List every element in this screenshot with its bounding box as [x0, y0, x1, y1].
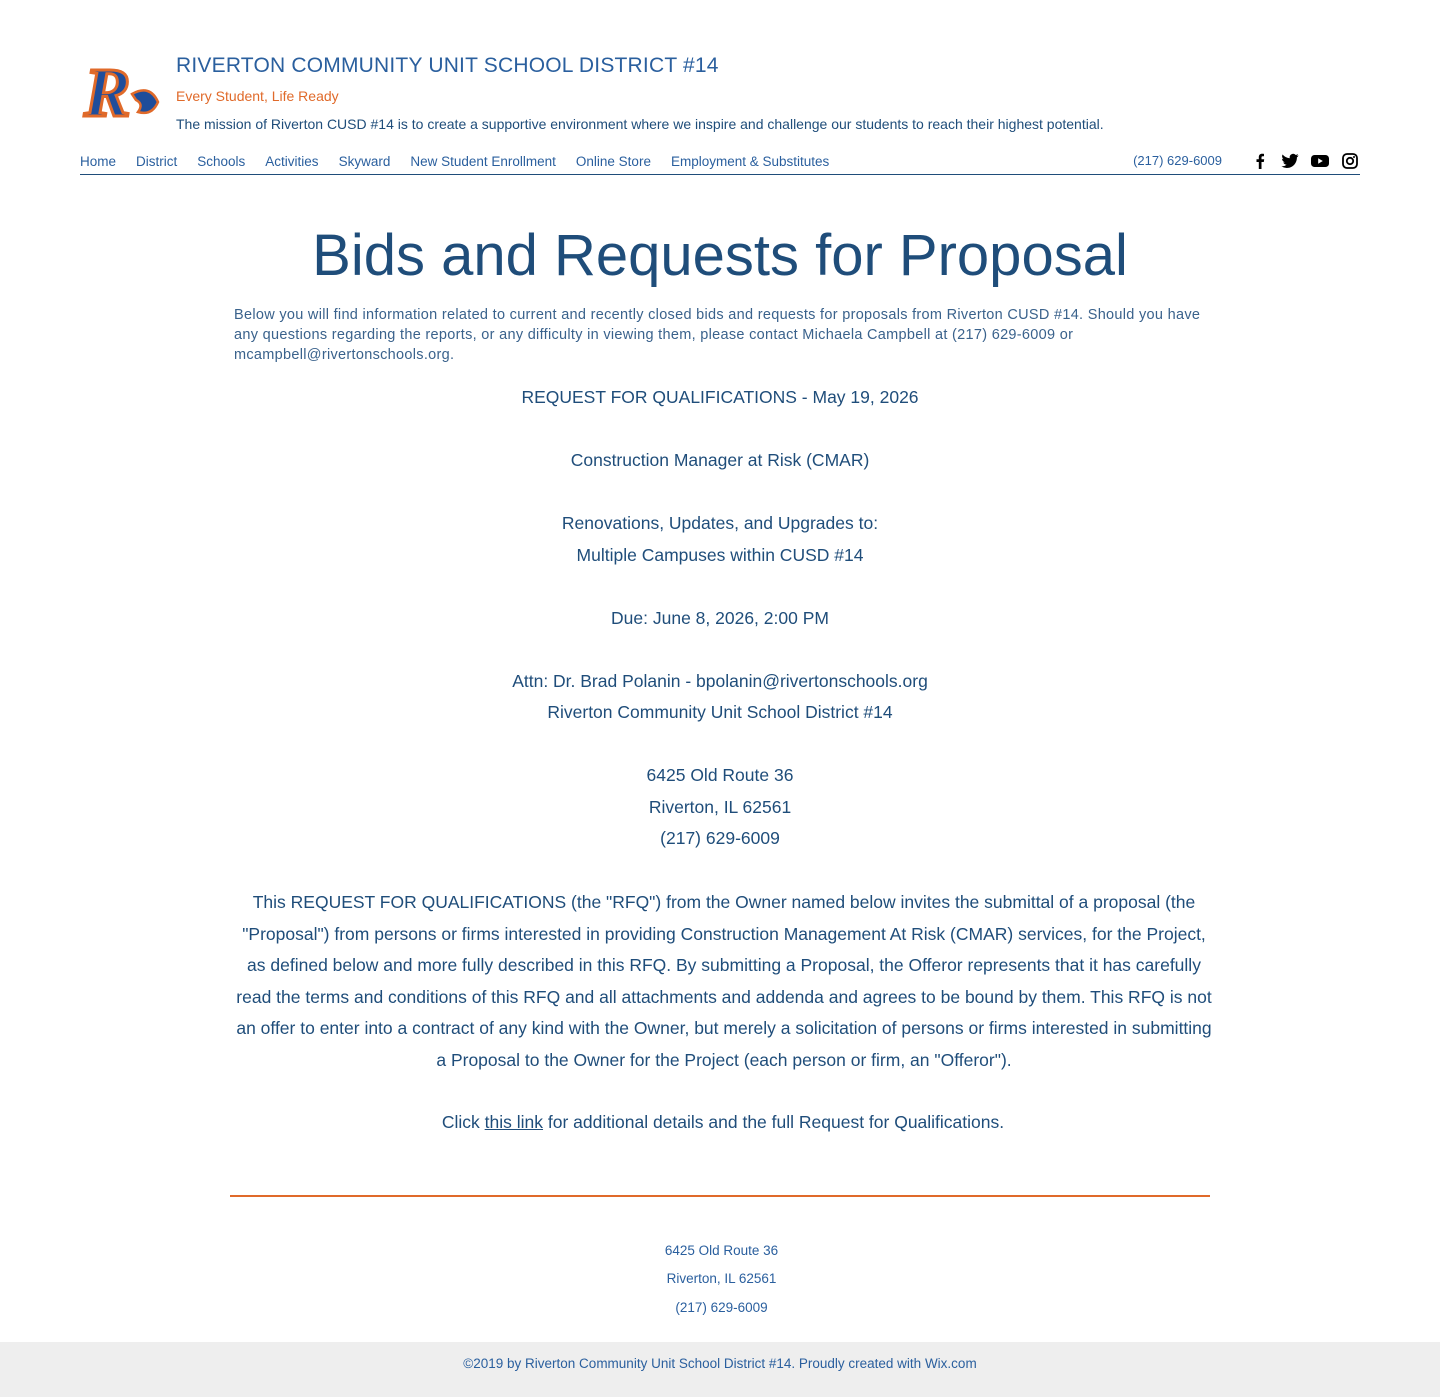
footer-address-line-2: Riverton, IL 62561: [666, 1271, 777, 1286]
click-prefix: Click: [441, 1112, 485, 1132]
rfq-attn: Attn: Dr. Brad Polanin - bpolanin@rivertonschools.org: [512, 671, 928, 691]
footer-phone: (217) 629-6009: [675, 1300, 768, 1315]
district-logo[interactable]: [80, 54, 162, 132]
footer-bar: [0, 1342, 1440, 1397]
nav-item-home[interactable]: Home: [80, 154, 117, 169]
rfq-project-type: Construction Manager at Risk (CMAR): [570, 450, 870, 470]
rfq-address-line-2: Riverton, IL 62561: [648, 797, 792, 817]
rfq-link-line: [0, 1112, 1440, 1133]
nav-item-new-student-enrollment[interactable]: New Student Enrollment: [410, 154, 556, 169]
rfq-details-link[interactable]: this link: [484, 1112, 544, 1132]
rfq-address-line-1: 6425 Old Route 36: [646, 765, 794, 785]
rfq-scope-line-2: Multiple Campuses within CUSD #14: [576, 545, 864, 565]
rfq-scope-line-1: Renovations, Updates, and Upgrades to:: [561, 513, 879, 533]
site-title[interactable]: RIVERTON COMMUNITY UNIT SCHOOL DISTRICT #14: [176, 54, 719, 77]
footer-divider: [230, 1195, 1210, 1197]
facebook-icon[interactable]: [1250, 151, 1270, 171]
rfq-phone: (217) 629-6009: [660, 828, 780, 848]
nav-item-activities[interactable]: Activities: [265, 154, 319, 169]
rfq-heading: REQUEST FOR QUALIFICATIONS - May 19, 2026: [521, 387, 919, 407]
intro-text: Below you will find information related to current and recently closed bids and requests for proposals from Riverton CUSD #14. Should you have any questions regarding the reports, or any difficulty in viewing them, please contact Michaela Campbell at (217) 629-6009 or mcampbell@rivertonschools.org.: [234, 307, 1201, 363]
main-nav: [80, 154, 829, 169]
svg-text:R: R: [84, 55, 131, 132]
click-suffix: for additional details and the full Request for Qualifications.: [543, 1112, 1005, 1132]
site-header: [80, 50, 1360, 176]
instagram-icon[interactable]: [1340, 151, 1360, 171]
nav-divider: [80, 174, 1360, 175]
mission-statement: The mission of Riverton CUSD #14 is to create a supportive environment where we inspire and challenge our students to reach their highest potential.: [176, 116, 1104, 132]
header-phone: (217) 629-6009: [1133, 153, 1222, 168]
twitter-icon[interactable]: [1280, 151, 1300, 171]
nav-item-district[interactable]: District: [136, 154, 178, 169]
nav-item-online-store[interactable]: Online Store: [575, 154, 651, 169]
nav-item-schools[interactable]: Schools: [197, 154, 246, 169]
youtube-icon[interactable]: [1310, 151, 1330, 171]
site-tagline: Every Student, Life Ready: [176, 88, 339, 104]
social-bar: [1250, 151, 1360, 171]
footer-address-line-1: 6425 Old Route 36: [664, 1243, 779, 1258]
rfq-description: This REQUEST FOR QUALIFICATIONS (the "RFQ") from the Owner named below invites the submittal of a proposal (the "Proposal") from persons or firms interested in providing Construction Management At Risk (CMAR) services, for the Project, as defined below and more fully described in this RFQ. By submitting a Proposal, the Offeror represents that it has carefully read the terms and conditions of this RFQ and all attachments and addenda and agrees to be bound by them. This RFQ is not an offer to enter into a contract of any kind with the Owner, but merely a solicitation of persons or firms interested in submitting a Proposal to the Owner for the Project (each person or firm, an "Offeror").: [236, 892, 1212, 1070]
rfq-due-date: Due: June 8, 2026, 2:00 PM: [611, 608, 829, 628]
copyright-text: ©2019 by Riverton Community Unit School District #14. Proudly created with Wix.com: [463, 1356, 977, 1371]
nav-item-employment[interactable]: Employment & Substitutes: [670, 154, 830, 169]
rfq-district-name: Riverton Community Unit School District #14: [547, 702, 893, 722]
nav-item-skyward[interactable]: Skyward: [338, 154, 391, 169]
page-title: Bids and Requests for Proposal: [312, 223, 1128, 288]
